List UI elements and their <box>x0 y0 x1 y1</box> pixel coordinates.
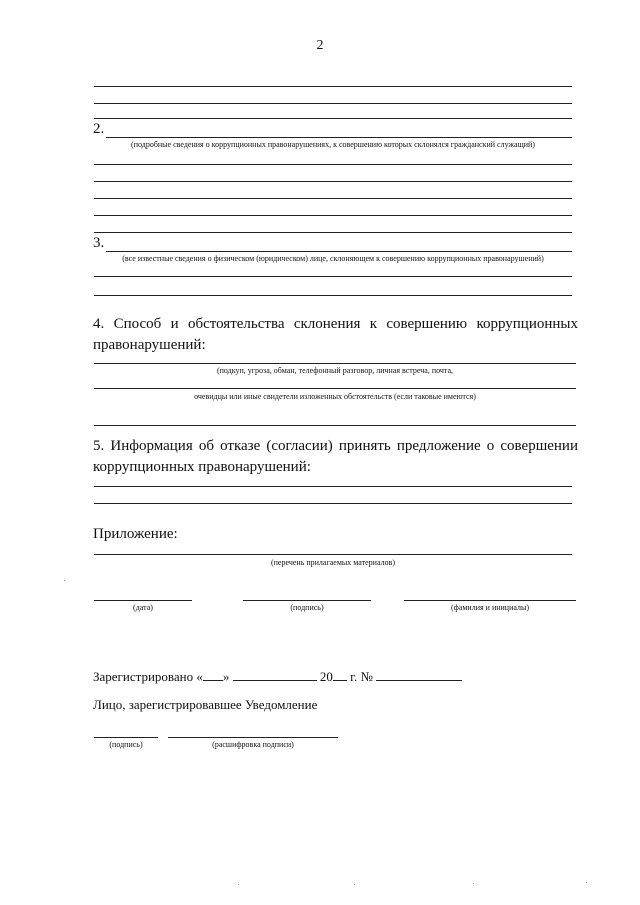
section-2-line <box>106 137 572 138</box>
fill-line <box>94 388 576 389</box>
registration-number-sign: № <box>360 669 373 684</box>
fill-line <box>94 486 572 487</box>
section-2-caption: (подробные сведения о коррупционных правонарушениях, к совершению которых склонялся гражданский служащий) <box>131 140 535 149</box>
fill-line <box>94 198 572 199</box>
attachment-label: Приложение: <box>93 526 178 542</box>
section-4-heading-line1: 4. Способ и обстоятельства склонения к совершению коррупционных <box>93 316 578 332</box>
registrar-decoding-caption: (расшифровка подписи) <box>212 740 294 749</box>
fill-line <box>94 215 572 216</box>
date-line <box>94 600 192 601</box>
scan-speck <box>354 884 355 885</box>
fill-line <box>94 363 576 364</box>
section-3-line <box>106 251 572 252</box>
section-5-heading <box>93 436 578 478</box>
scan-speck <box>238 884 239 885</box>
page-number: 2 <box>316 38 324 53</box>
registration-prefix: Зарегистрировано « <box>93 669 203 684</box>
scan-speck <box>64 580 65 581</box>
section-5-heading-line1: 5. Информация об отказе (согласии) принять предложение о совершении <box>93 438 578 454</box>
scan-speck <box>473 883 474 884</box>
section-3-caption: (все известные сведения о физическом (юридическом) лице, склоняющем к совершению коррупционных правонарушений) <box>122 254 544 263</box>
fill-line <box>94 554 572 555</box>
date-caption: (дата) <box>133 603 153 612</box>
registration-quote-close: » <box>222 669 230 684</box>
day-blank <box>203 668 223 681</box>
fill-line <box>94 276 572 277</box>
registration-year: 20 <box>319 669 333 684</box>
section-5-heading-line2: коррупционных правонарушений: <box>93 459 311 475</box>
fill-line <box>94 295 572 296</box>
fill-line <box>94 86 572 87</box>
fill-line <box>94 425 576 426</box>
registration-year-suffix: г. <box>350 669 358 684</box>
fill-line <box>94 232 572 233</box>
fill-line <box>94 164 572 165</box>
scan-speck <box>586 882 587 883</box>
section-2-number: 2. <box>93 121 105 137</box>
name-line <box>404 600 576 601</box>
registration-row <box>93 668 462 685</box>
month-blank <box>233 668 317 681</box>
fill-line <box>94 503 572 504</box>
registrar-signature-line <box>94 737 158 738</box>
section-3-number: 3. <box>93 235 105 251</box>
name-caption: (фамилия и инициалы) <box>450 603 530 612</box>
registrar-signature-caption: (подпись) <box>109 740 143 749</box>
section-4-caption-2: очевидцы или иные свидетели изложенных обстоятельств (если таковые имеются) <box>194 392 476 401</box>
registrar-decoding-line <box>168 737 338 738</box>
section-4-heading-line2: правонарушений: <box>93 337 206 353</box>
section-4-caption-1: (подкуп, угроза, обман, телефонный разговор, личная встреча, почта, <box>216 366 454 375</box>
signature-line <box>243 600 371 601</box>
number-blank <box>376 668 462 681</box>
fill-line <box>94 181 572 182</box>
registrar-label: Лицо, зарегистрировавшее Уведомление <box>93 697 318 712</box>
attachment-caption: (перечень прилагаемых материалов) <box>270 558 395 567</box>
signature-caption: (подпись) <box>290 603 324 612</box>
section-4-heading <box>93 314 578 356</box>
fill-line <box>94 103 572 104</box>
year-blank <box>333 668 347 681</box>
fill-line <box>94 118 572 119</box>
